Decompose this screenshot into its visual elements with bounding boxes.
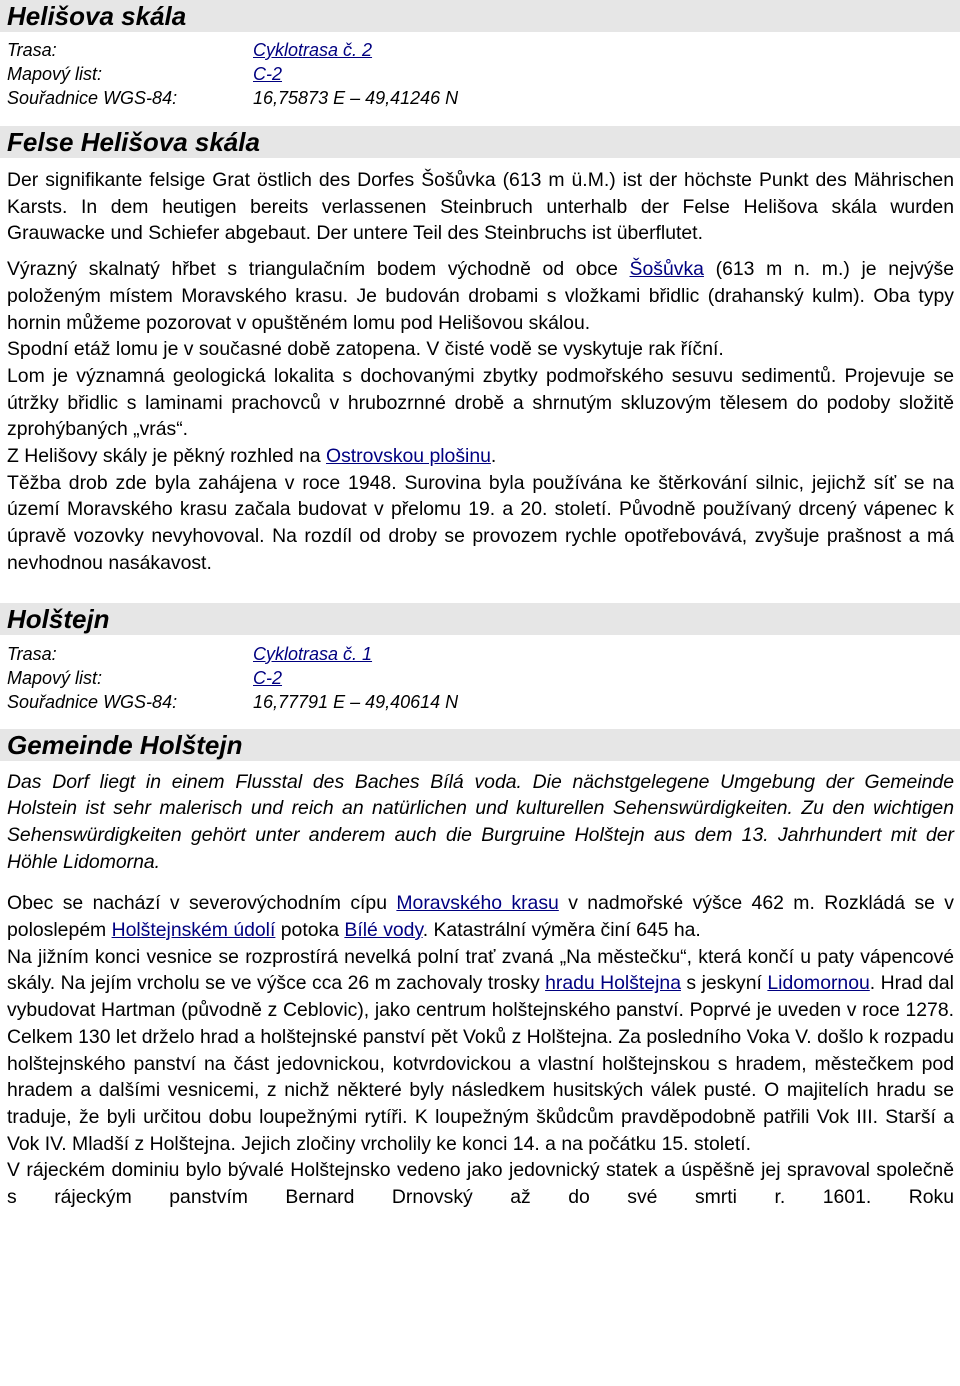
german-paragraph-helisova: Der signifikante felsige Grat östlich des Dorfes Šošůvka (613 m ü.M.) ist der höchste Punkt des Mährischen Karsts. In dem heutigen bereits verlassenen Steinbruch unterhalb der Felse Helišova skála wurden Grauwacke und Schiefer abgebaut. Der untere Teil des Steinbruchs ist überflutet. bbox=[7, 169, 954, 245]
hrad-holstejna-link[interactable]: hradu Holštejna bbox=[545, 972, 681, 995]
meta-label: Mapový list: bbox=[7, 64, 103, 84]
paragraph-text: . Hrad dal vybudovat Hartman (původně z Ceblovic), jako centrum holštejnského panství. Poprvé je uveden v roce 1278. Celkem 130 let drželo hrad a holštejnské panství pět Voků z Holštejna. Za posledního Voka V. došlo k rozpadu holštejnského panství na část jedovnickou, kotvrdovickou a vlastní holštejnskou s hradem, městečkem pod hradem a dalšími vesnicemi, z nichž některé byly následkem husitských válek pusté. O majitelích hradu se traduje, že byli určitou dobu loupežnými rytíři. K loupežným škůdcům pravděpodobně patřili Vok III. Starší a Vok IV. Mladší z Holštejna. Jejich zločiny vrcholily ke konci 14. a na počátku 15. století. bbox=[7, 972, 954, 1155]
section-title-helisova: Helišova skála bbox=[0, 0, 960, 32]
meta-label: Trasa: bbox=[7, 40, 57, 60]
holstejnske-udoli-link[interactable]: Holštejnském údolí bbox=[111, 919, 276, 942]
meta-row-mapovy-list bbox=[7, 666, 458, 690]
paragraph-text: potoka bbox=[275, 919, 345, 942]
meta-label: Trasa: bbox=[7, 643, 57, 664]
german-paragraph-holstejn: Das Dorf liegt in einem Flusstal des Baches Bílá voda. Die nächstgelegene Umgebung der Gemeinde Holstein ist sehr malerisch und reich an natürlichen und kulturellen Sehenswürdigkeiten. Zu den wichtigen Sehenswürdigkeiten gehört unter anderem auch die Burgruine Holštejn aus dem 13. Jahrhundert mit der Höhle Lidomorna. bbox=[7, 770, 954, 873]
paragraph-text: Na jižním konci vesnice se rozprostírá nevelká polní trať zvaná „Na městečku“, která končí u paty vápencové skály. Na jejím vrcholu se ve výšce cca 26 m zachovaly trosky bbox=[7, 945, 954, 995]
coordinates-value: 16,75873 E – 49,41246 N bbox=[253, 88, 459, 108]
czech-paragraph-4 bbox=[7, 443, 954, 470]
trasa-link[interactable]: Cyklotrasa č. 1 bbox=[253, 643, 373, 664]
paragraph-text: . Katastrální výměra činí 645 ha. bbox=[422, 919, 701, 942]
paragraph-text: v nadmořské výšce 462 m. Rozkládá se v poloslepém bbox=[7, 892, 955, 942]
meta-row-trasa bbox=[7, 38, 458, 62]
bile-vody-link[interactable]: Bílé vody bbox=[344, 919, 423, 942]
meta-row-mapovy-list bbox=[7, 62, 458, 86]
czech-paragraph-dominium: V rájeckém dominiu bylo bývalé Holštejnsko vedeno jako jedovnický statek a úspěšně jej spravoval společně s rájeckým panstvím Bernard Drnovský až do své smrti r. 1601. Roku bbox=[7, 1159, 954, 1209]
moravsky-kras-link[interactable]: Moravského krasu bbox=[396, 892, 559, 915]
trasa-link[interactable]: Cyklotrasa č. 2 bbox=[253, 40, 373, 60]
czech-paragraph-hrad bbox=[7, 944, 954, 1158]
czech-paragraph-1 bbox=[7, 256, 954, 336]
mapovy-list-link[interactable]: C-2 bbox=[253, 667, 283, 688]
holstejn-meta-table bbox=[7, 642, 458, 714]
meta-label: Souřadnice WGS-84: bbox=[7, 88, 178, 108]
ostrovska-plosina-link[interactable]: Ostrovskou plošinu bbox=[326, 445, 491, 468]
sosuvka-link[interactable]: Šošůvka bbox=[629, 258, 704, 281]
czech-paragraph-obec bbox=[7, 890, 954, 943]
meta-row-souradnice bbox=[7, 86, 458, 110]
czech-paragraph-2: Spodní etáž lomu je v současné době zatopena. V čisté vodě se vyskytuje rak říční. bbox=[7, 338, 724, 361]
meta-row-trasa bbox=[7, 642, 458, 666]
german-heading-helisova: Felse Helišova skála bbox=[0, 126, 960, 158]
paragraph-text: . bbox=[490, 445, 497, 468]
meta-row-souradnice bbox=[7, 690, 458, 714]
paragraph-text: Obec se nachází v severovýchodním cípu bbox=[7, 892, 397, 915]
czech-paragraph-3: Lom je významná geologická lokalita s dochovanými zbytky podmořského sesuvu sedimentů. Projevuje se útržky břidlic s laminami prachovců v hrubozrnné drobě a shrnutým skluzovým tělesem do podoby složitě zprohýbaných „vrás“. bbox=[7, 364, 954, 441]
coordinates-value: 16,77791 E – 49,40614 N bbox=[253, 691, 459, 712]
paragraph-text: Výrazný skalnatý hřbet s triangulačním bodem východně od obce bbox=[7, 258, 630, 281]
lidomorna-link[interactable]: Lidomornou bbox=[767, 972, 870, 995]
section-title-holstejn: Holštejn bbox=[0, 603, 960, 635]
paragraph-text: Z Helišovy skály je pěkný rozhled na bbox=[7, 445, 327, 468]
german-heading-holstejn: Gemeinde Holštejn bbox=[0, 729, 960, 761]
czech-paragraph-5: Těžba drob zde byla zahájena v roce 1948. Surovina byla používána ke štěrkování silnic, jejichž síť se na území Moravského krasu začala budovat v přelomu 19. a 20. století. Původně používaný drcený vápenec k úpravě vozovky nevyhovoval. Na rozdíl od droby se provozem rychle opotřebovává, zvyšuje prašnost a má nevhodnou nasákavost. bbox=[7, 471, 954, 574]
paragraph-text: (613 m n. m.) je nejvýše položeným místem Moravského krasu. Je budován drobami s vložkami břidlic (drahanský kulm). Oba typy hornin můžeme pozorovat v opuštěném lomu pod Helišovou skálou. bbox=[7, 258, 954, 334]
meta-label: Mapový list: bbox=[7, 667, 103, 688]
mapovy-list-link[interactable]: C-2 bbox=[253, 64, 283, 84]
paragraph-text: s jeskyní bbox=[680, 972, 768, 995]
meta-label: Souřadnice WGS-84: bbox=[7, 691, 178, 712]
helisova-meta-table bbox=[7, 38, 458, 110]
